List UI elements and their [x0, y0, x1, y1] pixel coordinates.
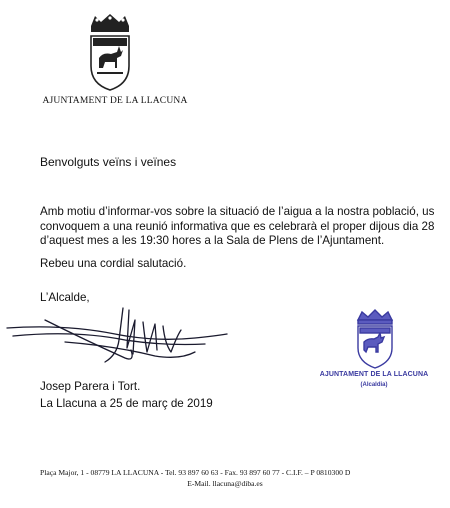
signer-name: Josep Parera i Tort.: [40, 380, 141, 393]
footer-email: E-Mail. llacuna@diba.es: [187, 479, 263, 488]
handwritten-signature: [5, 300, 230, 370]
stamp-text: AJUNTAMENT DE LA LLACUNA: [319, 371, 429, 378]
letter-greeting: Benvolguts veïns i veïnes: [40, 155, 177, 169]
letter-body: [40, 205, 435, 249]
official-seal-icon: [320, 306, 430, 416]
mayor-title: L’Alcalde,: [40, 291, 90, 304]
letter-closing: Rebeu una cordial salutació.: [40, 257, 187, 270]
organization-name: AJUNTAMENT DE LA LLACUNA: [42, 96, 188, 106]
footer-address: Plaça Major, 1 - 08779 LA LLACUNA - Tel. 93 897 60 63 - Fax. 93 897 60 77 - C.I.F. – P 0810300 D: [40, 468, 351, 477]
letter-body-line: Amb motiu d’informar-vos sobre la situació de l’aigua a la nostra població, us: [40, 205, 435, 218]
letter-body-line: convoquem a una reunió informativa que es celebrarà el proper dijous dia 28: [40, 219, 435, 233]
place-date: La Llacuna a 25 de març de 2019: [40, 397, 213, 410]
municipal-crest-icon: [85, 12, 135, 92]
stamp-subtext: (Alcaldia): [360, 382, 388, 388]
letter-body-line: d’aquest mes a les 19:30 hores a la Sala de Plens de l’Ajuntament.: [40, 234, 385, 247]
